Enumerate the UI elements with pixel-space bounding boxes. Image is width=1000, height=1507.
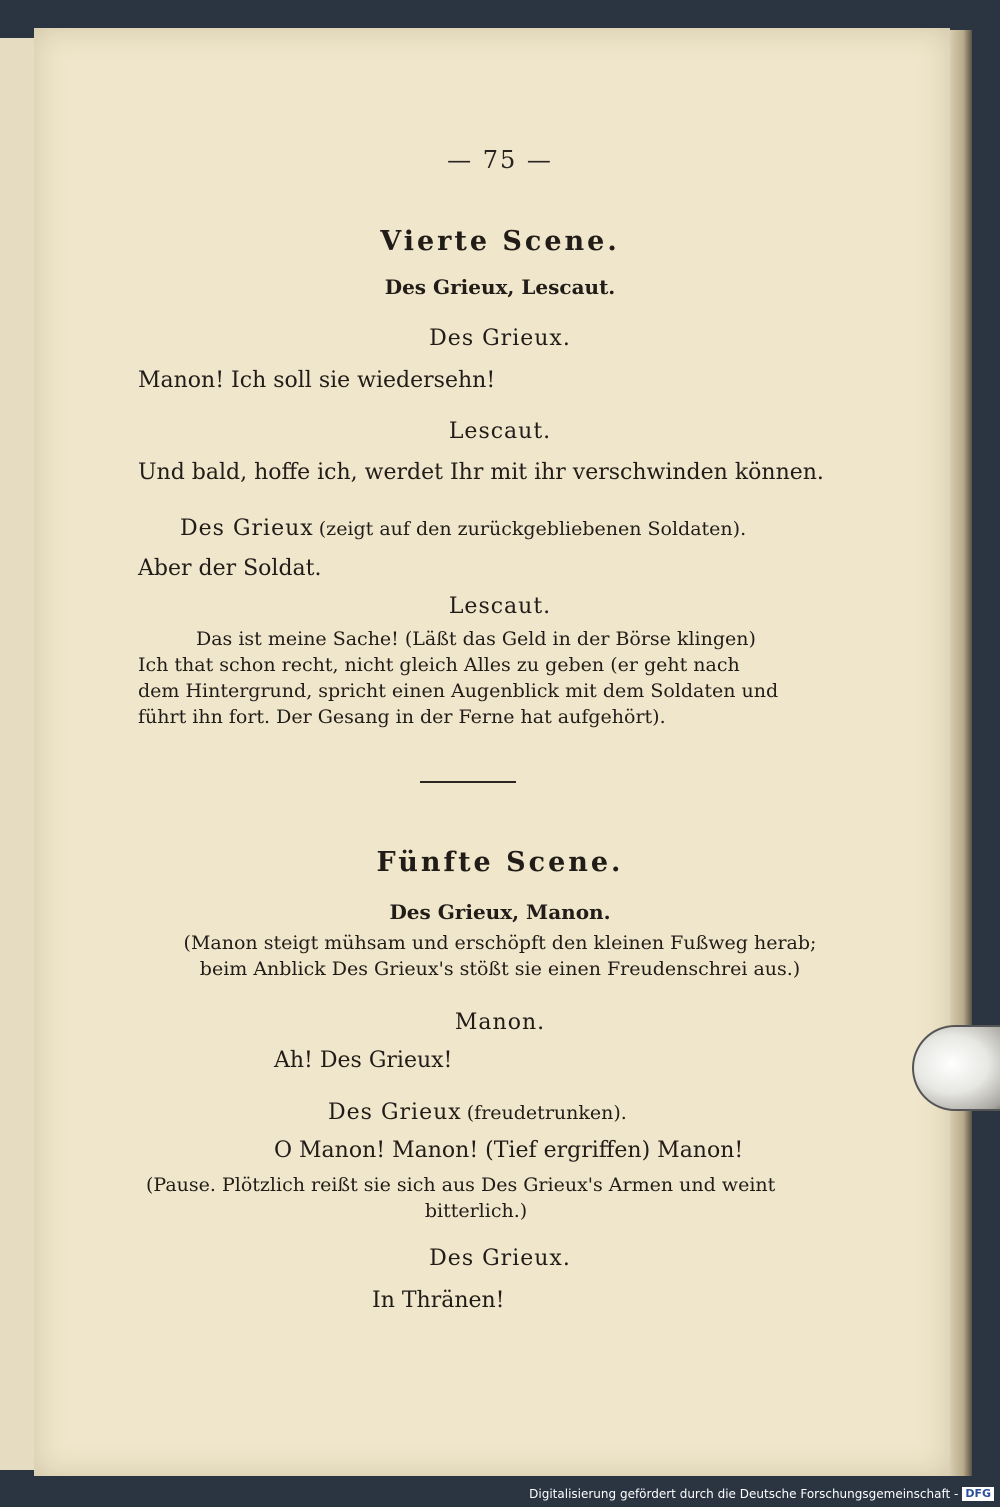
speaker-lescaut: Lescaut.	[448, 594, 552, 619]
speech-paragraph	[138, 626, 838, 730]
digitization-credit	[529, 1485, 994, 1503]
speech-line: Und bald, hoffe ich, werdet Ihr mit ihr verschwinden können.	[138, 460, 824, 485]
speech-line: O Manon! Manon! (Tief ergriffen) Manon!	[274, 1138, 744, 1163]
speech-line: Ah! Des Grieux!	[274, 1048, 453, 1073]
speaker-lescaut: Lescaut.	[448, 419, 552, 444]
stage-direction-line: bitterlich.)	[424, 1200, 528, 1222]
scene-5-cast: Des Grieux, Manon.	[389, 900, 611, 924]
speech-line: Aber der Soldat.	[138, 556, 322, 581]
speaker-manon: Manon.	[454, 1010, 546, 1035]
stage-direction: (zeigt auf den zurückgebliebenen Soldaten).	[318, 518, 747, 540]
scene-divider	[420, 781, 516, 783]
speech-line: dem Hintergrund, spricht einen Augenblick mit dem Soldaten und	[138, 680, 779, 702]
stage-direction-line: (Manon steigt mühsam und erschöpft den kleinen Fußweg herab;	[183, 932, 817, 954]
speaker-with-direction	[180, 516, 746, 542]
speaker-with-direction	[328, 1100, 627, 1126]
speaker-des-grieux: Des Grieux	[180, 516, 314, 541]
speech-line: Ich that schon recht, nicht gleich Alles zu geben (er geht nach	[138, 654, 740, 676]
speaker-des-grieux: Des Grieux	[328, 1100, 462, 1125]
speech-line: In Thränen!	[372, 1288, 505, 1313]
credit-text: Digitalisierung gefördert durch die Deutsche Forschungsgemeinschaft -	[529, 1487, 959, 1501]
stage-direction	[0, 930, 1000, 982]
speaker-des-grieux: Des Grieux.	[429, 326, 571, 351]
page-number: — 75 —	[447, 146, 553, 174]
dfg-logo: DFG	[962, 1487, 994, 1501]
stage-direction: (freudetrunken).	[466, 1102, 627, 1124]
speech-line: Das ist meine Sache! (Läßt das Geld in der Börse klingen)	[196, 628, 756, 650]
stage-direction-line: beim Anblick Des Grieux's stößt sie einen Freudenschrei aus.)	[199, 958, 801, 980]
speech-line: Manon! Ich soll sie wiedersehn!	[138, 368, 496, 393]
speech-line: führt ihn fort. Der Gesang in der Ferne hat aufgehört).	[138, 706, 666, 728]
scene-5-title: Fünfte Scene.	[376, 847, 624, 878]
speaker-des-grieux: Des Grieux.	[429, 1246, 571, 1271]
scene-4-title: Vierte Scene.	[380, 226, 620, 257]
stage-direction-line: (Pause. Plötzlich reißt sie sich aus Des Grieux's Armen und weint	[146, 1174, 776, 1196]
thumb-holding-page	[912, 1025, 1000, 1111]
stage-direction	[146, 1172, 806, 1224]
scene-4-cast: Des Grieux, Lescaut.	[384, 275, 616, 299]
